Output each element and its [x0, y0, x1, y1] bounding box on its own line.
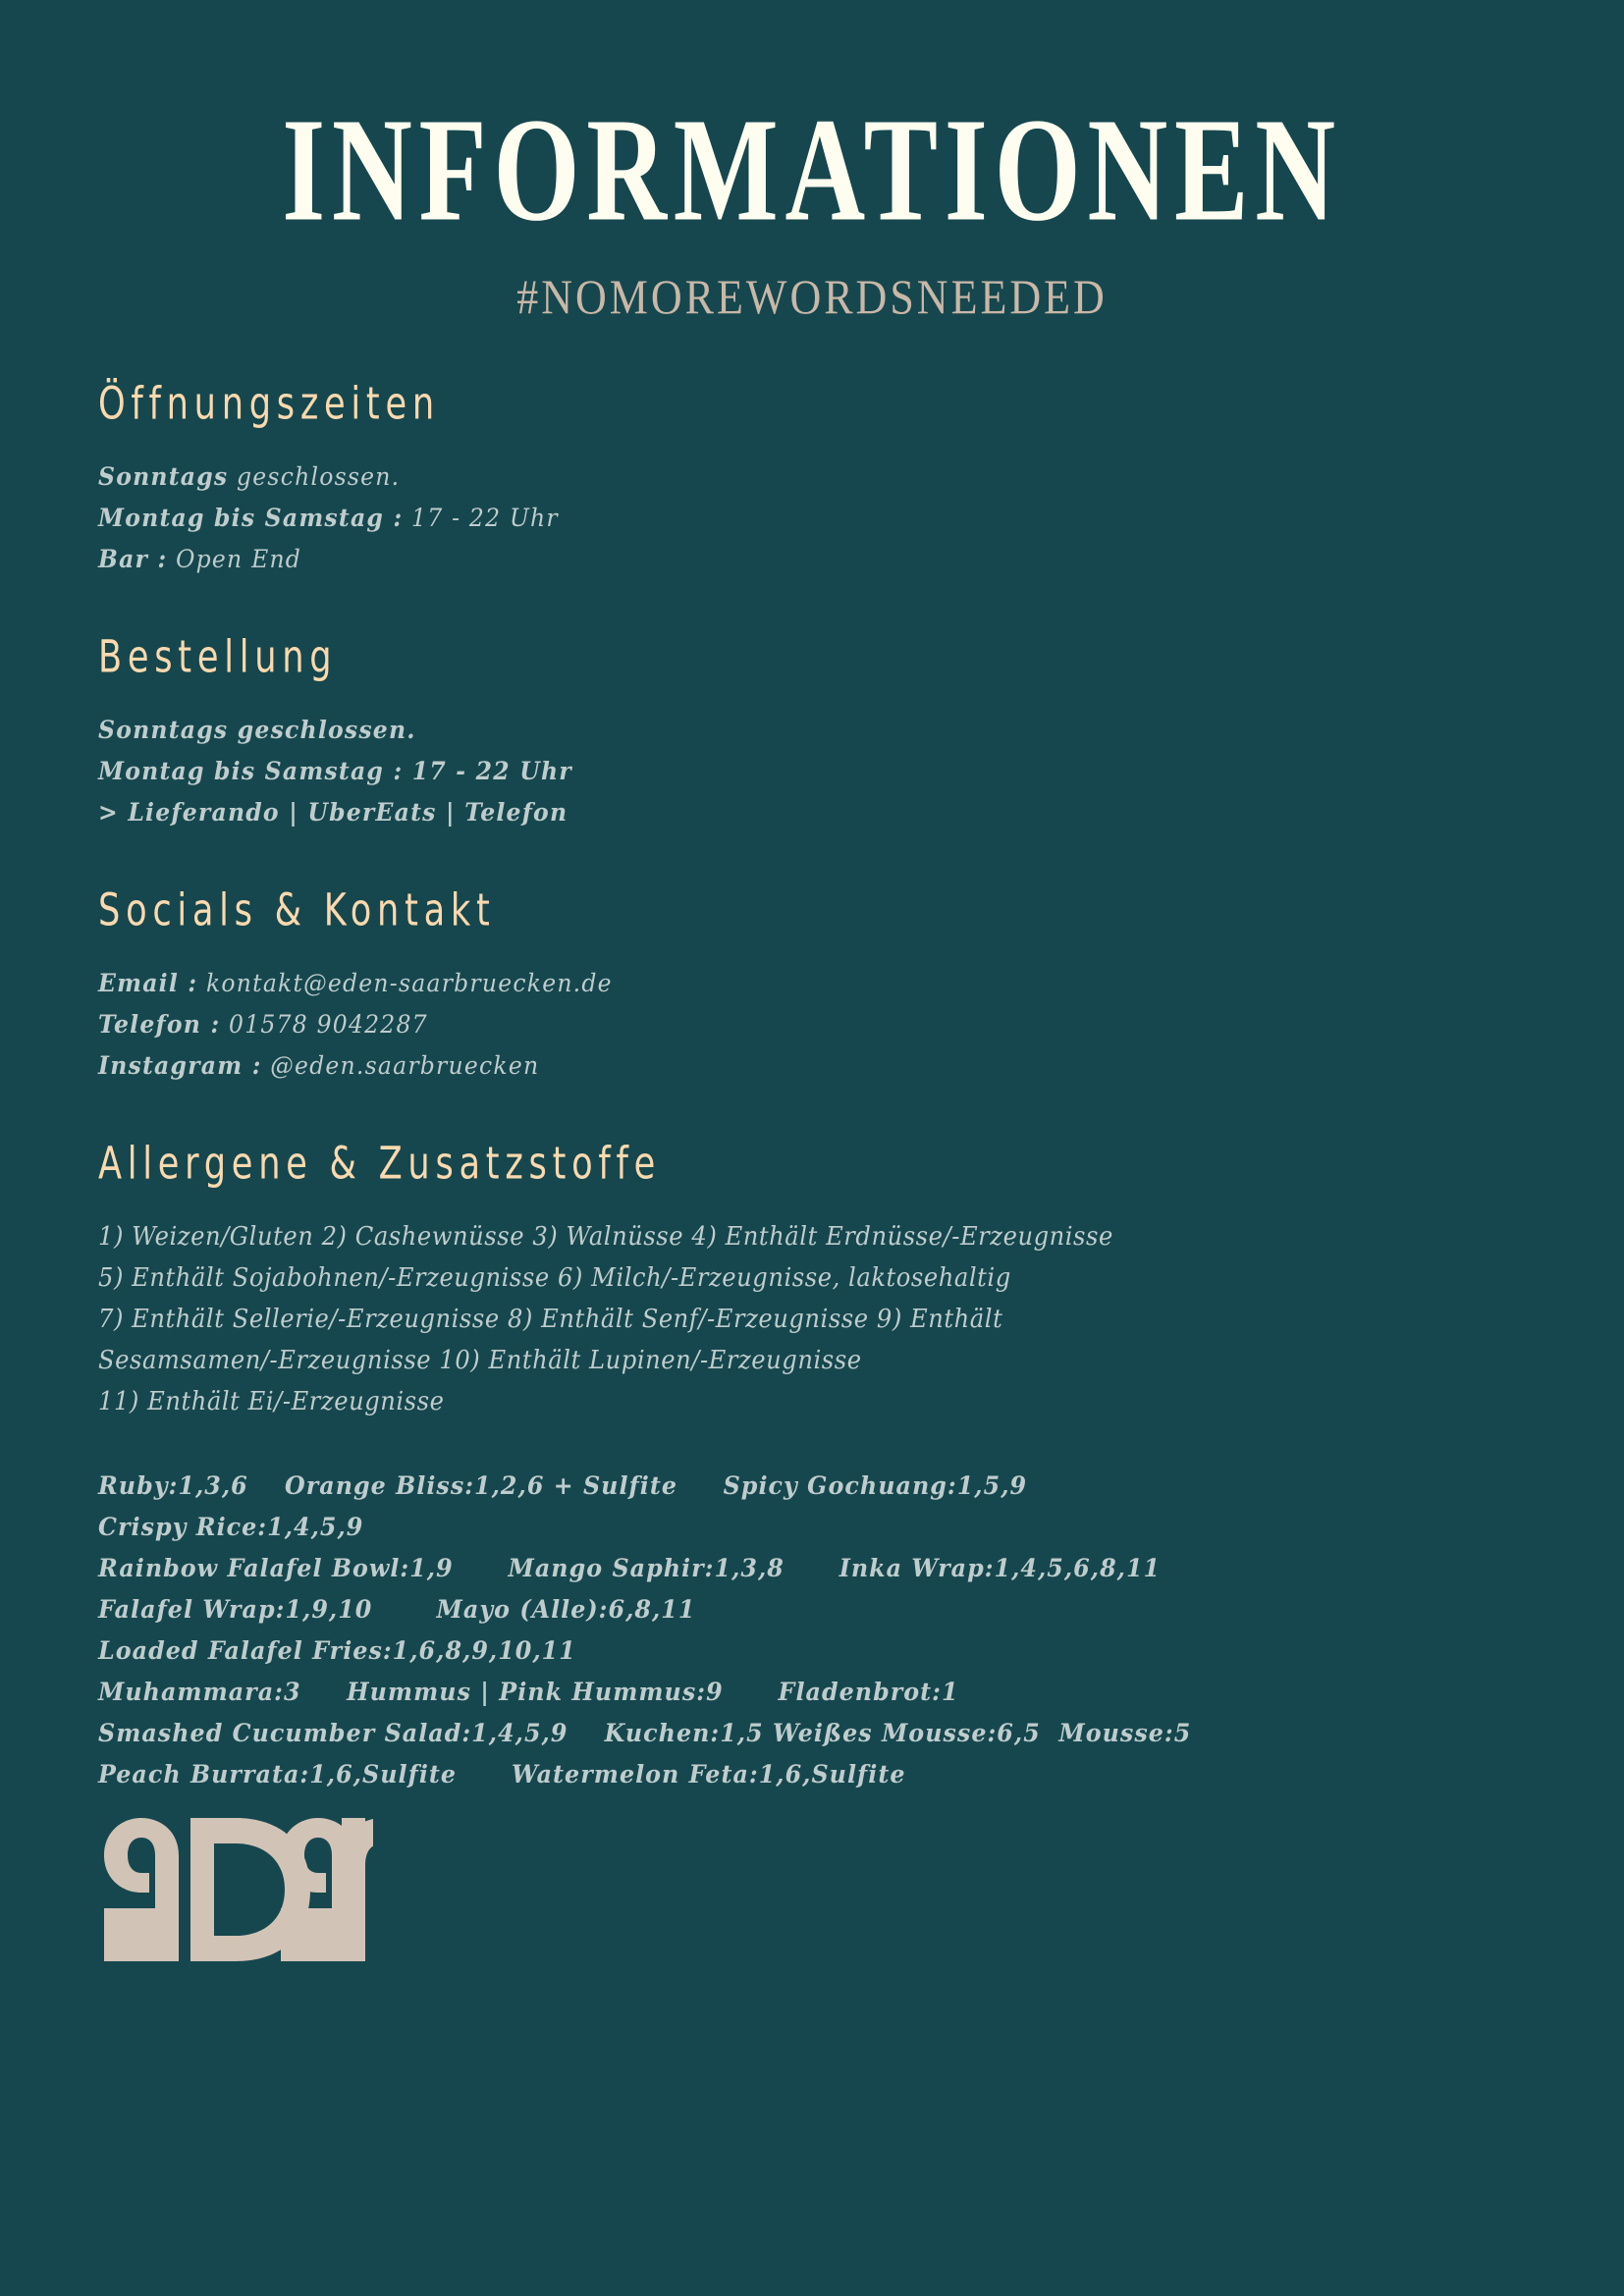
- dish-allergen-line: Falafel Wrap:1,9,10 Mayo (Alle):6,8,11: [98, 1595, 696, 1624]
- allergen-legend: [98, 1216, 1545, 1422]
- opening-hours-line: [98, 498, 1459, 539]
- section-allergens: [98, 1138, 1545, 1795]
- spacer: [98, 1422, 1545, 1466]
- section-opening-hours: [98, 378, 1545, 580]
- section-heading-opening-hours: Öffnungszeiten: [98, 378, 440, 431]
- contact-phone-row: [98, 1004, 1459, 1045]
- allergen-legend-line: 1) Weizen/Gluten 2) Cashewnüsse 3) Walnüsse 4) Enthält Erdnüsse/-Erzeugnisse: [98, 1222, 1113, 1252]
- allergen-legend-line: Sesamsamen/-Erzeugnisse 10) Enthält Lupinen/-Erzeugnisse: [98, 1346, 862, 1375]
- opening-hours-line: [98, 456, 1459, 498]
- dish-allergen-list: [98, 1466, 1545, 1795]
- opening-hours-value: 17 - 22 Uhr: [403, 504, 559, 532]
- contact-email-row: [98, 963, 1459, 1004]
- allergen-legend-line: 7) Enthält Sellerie/-Erzeugnisse 8) Enthält Senf/-Erzeugnisse 9) Enthält: [98, 1305, 1003, 1334]
- contact-email-label: Email :: [98, 969, 198, 997]
- dish-allergen-line: Muhammara:3 Hummus | Pink Hummus:9 Fladenbrot:1: [98, 1678, 959, 1706]
- dish-allergen-line: Crispy Rice:1,4,5,9: [98, 1513, 364, 1541]
- eden-logo: [88, 1814, 373, 1991]
- page-subtitle: #NOMOREWORDSNEEDED: [516, 270, 1108, 325]
- page-content: [0, 313, 1624, 1795]
- contact-phone-label: Telefon :: [98, 1010, 221, 1039]
- dish-allergen-line: Ruby:1,3,6 Orange Bliss:1,2,6 + Sulfite Spicy Gochuang:1,5,9: [98, 1471, 1028, 1500]
- spacer: [98, 580, 1545, 635]
- section-heading-ordering: Bestellung: [98, 631, 338, 684]
- ordering-line: Sonntags geschlossen.: [98, 716, 416, 744]
- contact-email-value[interactable]: kontakt@eden-saarbruecken.de: [197, 969, 613, 997]
- opening-hours-line: [98, 539, 1459, 580]
- eden-logo-icon: [88, 1814, 373, 1991]
- dish-allergen-line: Smashed Cucumber Salad:1,4,5,9 Kuchen:1,5 Weißes Mousse:6,5 Mousse:5: [98, 1719, 1192, 1747]
- opening-hours-label: Sonntags: [98, 462, 229, 491]
- spacer: [98, 833, 1545, 888]
- opening-hours-label: Montag bis Samstag :: [98, 504, 404, 532]
- opening-hours-label: Bar :: [98, 545, 168, 573]
- spacer: [98, 1087, 1545, 1142]
- dish-allergen-line: Loaded Falafel Fries:1,6,8,9,10,11: [98, 1636, 576, 1665]
- ordering-line: Montag bis Samstag : 17 - 22 Uhr: [98, 757, 572, 785]
- allergen-legend-line: 5) Enthält Sojabohnen/-Erzeugnisse 6) Milch/-Erzeugnisse, laktosehaltig: [98, 1263, 1011, 1293]
- section-heading-allergens: Allergene & Zusatzstoffe: [98, 1138, 661, 1191]
- dish-allergen-line: Rainbow Falafel Bowl:1,9 Mango Saphir:1,3,8 Inka Wrap:1,4,5,6,8,11: [98, 1554, 1162, 1582]
- page-header: [0, 0, 1624, 325]
- section-contact: [98, 884, 1545, 1087]
- contact-instagram-label: Instagram :: [98, 1051, 262, 1080]
- contact-phone-value[interactable]: 01578 9042287: [220, 1010, 428, 1039]
- contact-instagram-value[interactable]: @eden.saarbruecken: [261, 1051, 540, 1080]
- opening-hours-value: Open End: [167, 545, 302, 573]
- section-ordering: [98, 631, 1545, 833]
- section-heading-contact: Socials & Kontakt: [98, 884, 496, 937]
- allergen-legend-line: 11) Enthält Ei/-Erzeugnisse: [98, 1387, 445, 1416]
- dish-allergen-line: Peach Burrata:1,6,Sulfite Watermelon Feta:1,6,Sulfite: [98, 1760, 906, 1789]
- opening-hours-value: geschlossen.: [228, 462, 401, 491]
- ordering-line: > Lieferando | UberEats | Telefon: [98, 798, 568, 827]
- contact-instagram-row: [98, 1045, 1459, 1087]
- page-title: INFORMATIONEN: [282, 87, 1342, 252]
